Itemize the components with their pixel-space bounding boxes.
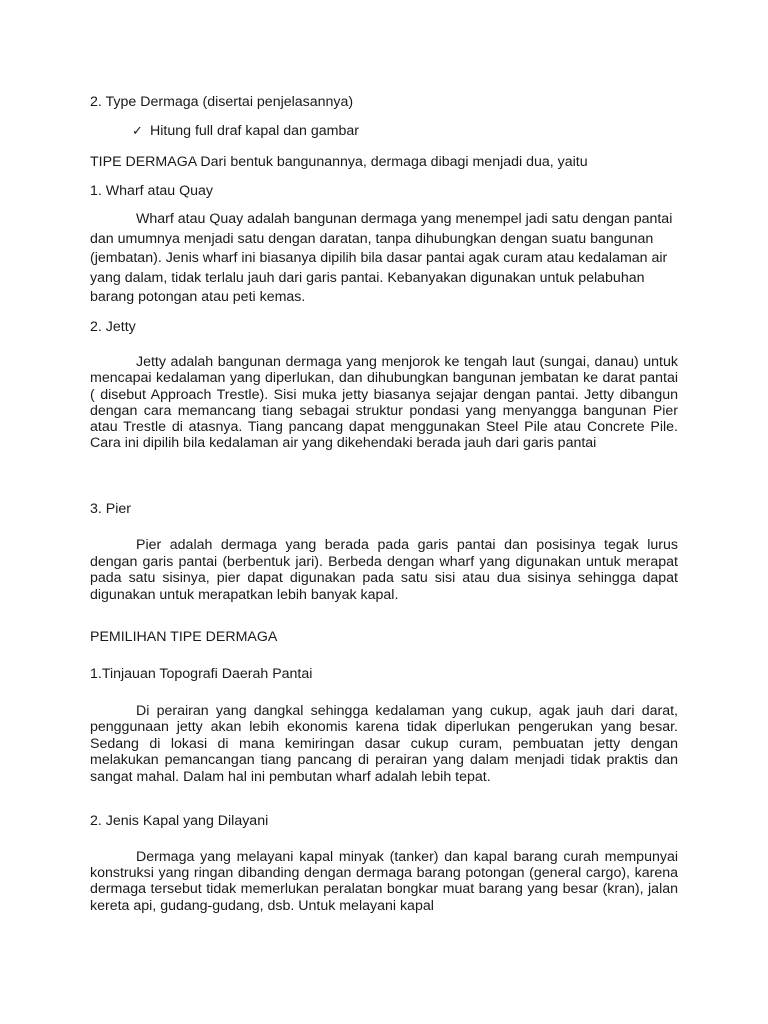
pier-paragraph: Pier adalah dermaga yang berada pada garis pantai dan posisinya tegak lurus dengan garis pantai (berbentuk jari). Berbeda dengan wharf yang digunakan untuk merapat pada satu sisinya, pier dapat digunakan pada satu sisi atau dua sisinya sehingga dapat digunakan untuk merapatkan lebih banyak kapal. [90, 537, 678, 603]
jenis-kapal-paragraph: Dermaga yang melayani kapal minyak (tanker) dan kapal barang curah mempunyai konstruksi yang ringan dibanding dengan dermaga barang potongan (general cargo), karena dermaga tersebut tidak memerlukan peralatan bongkar muat barang yang besar (kran), jalan kereta api, gudang-gudang, dsb. Untuk melayani kapal [90, 849, 678, 914]
wharf-paragraph: Wharf atau Quay adalah bangunan dermaga yang menempel jadi satu dengan pantai dan umumnya menjadi satu dengan daratan, tanpa dihubungkan dengan suatu bangunan (jembatan). Jenis wharf ini biasanya dipilih bila dasar pantai agak curam atau kedalaman air yang dalam, tidak terlalu jauh dari garis pantai. Kebanyakan digunakan untuk pelabuhan barang potongan atau peti kemas. [90, 211, 673, 305]
section-heading-type-dermaga: 2. Type Dermaga (disertai penjelasannya) [90, 94, 354, 110]
jetty-paragraph: Jetty adalah bangunan dermaga yang menjorok ke tengah laut (sungai, danau) untuk mencapai kedalaman yang diperlukan, dan dihubungkan bangunan jembatan ke darat pantai ( disebut Approach Trestle). Sisi muka jetty biasanya sejajar dengan pantai. Jetty dibangun dengan cara memancang tiang sebagai struktur pondasi yang menyangga bangunan Pier atau Trestle di atasnya. Tiang pancang dapat menggunakan Steel Pile atau Concrete Pile. Cara ini dipilih bila kedalaman air yang dikehendaki berada jauh dari garis pantai [90, 354, 678, 452]
tipe-dermaga-intro: TIPE DERMAGA Dari bentuk bangunannya, dermaga dibagi menjadi dua, yaitu [90, 154, 588, 170]
topografi-paragraph: Di perairan yang dangkal sehingga kedalaman yang cukup, agak jauh dari darat, penggunaan jetty akan lebih ekonomis karena tidak diperlukan pengerukan yang besar. Sedang di lokasi di mana kemiringan dasar cukup curam, pembuatan jetty dengan melakukan pemancangan tiang pancang di perairan yang dalam menjadi tidak praktis dan sangat mahal. Dalam hal ini pembutan wharf adalah lebih tepat. [90, 703, 678, 785]
wharf-heading: 1. Wharf atau Quay [90, 183, 214, 199]
checklist-item [132, 122, 359, 140]
pier-heading: 3. Pier [90, 501, 132, 517]
jetty-heading: 2. Jetty [90, 319, 136, 335]
topografi-heading: 1.Tinjauan Topografi Daerah Pantai [90, 666, 313, 682]
checklist-item-text: Hitung full draf kapal dan gambar [150, 123, 359, 139]
check-mark-icon: ✓ [132, 123, 143, 138]
jenis-kapal-heading: 2. Jenis Kapal yang Dilayani [90, 813, 269, 829]
pemilihan-heading: PEMILIHAN TIPE DERMAGA [90, 629, 278, 645]
